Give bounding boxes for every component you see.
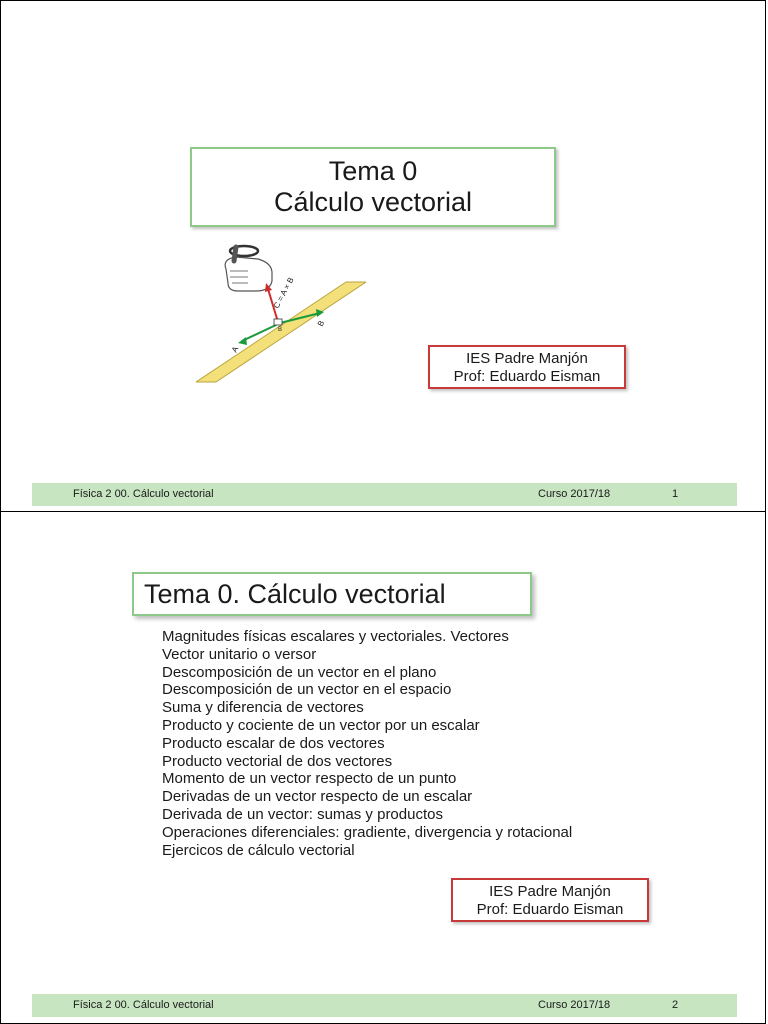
slide-2-school: IES Padre Manjón <box>489 883 611 900</box>
slide-2 <box>0 511 766 1024</box>
slide-1-author-box <box>428 345 626 389</box>
topic-item: Momento de un vector respecto de un punto <box>162 770 457 788</box>
origin-marker <box>274 319 282 325</box>
slide-2-footer <box>32 994 737 1017</box>
slide-1-footer-course: Curso 2017/18 <box>538 488 611 500</box>
slide-1-school: IES Padre Manjón <box>466 350 588 367</box>
topic-item: Suma y diferencia de vectores <box>162 699 364 717</box>
slide-2-author-box <box>451 878 649 922</box>
vector-c-label: C = A × B <box>271 275 296 310</box>
slide-2-page-number: 2 <box>672 999 679 1011</box>
slide-1-teacher: Prof: Eduardo Eisman <box>453 368 601 385</box>
slide-2-teacher: Prof: Eduardo Eisman <box>476 901 624 918</box>
slide-1 <box>0 0 766 512</box>
topic-item: Ejercicos de cálculo vectorial <box>162 841 355 859</box>
topic-item: Magnitudes físicas escalares y vectoriales. Vectores <box>162 628 509 645</box>
topic-item: Derivadas de un vector respecto de un escalar <box>162 788 473 806</box>
topic-item: Derivada de un vector: sumas y productos <box>162 805 443 823</box>
slide-1-footer-subject: Física 2 00. Cálculo vectorial <box>73 488 214 500</box>
topic-item: Producto vectorial de dos vectores <box>162 752 393 770</box>
slide-1-title-line-2: Cálculo vectorial <box>273 187 473 217</box>
topic-list <box>162 628 572 859</box>
vector-a-label: A <box>229 344 241 354</box>
vector-a-arrowhead <box>238 337 247 345</box>
vector-b-label: B <box>315 318 327 328</box>
slide-2-footer-course: Curso 2017/18 <box>538 999 611 1011</box>
slide-1-footer <box>32 483 737 506</box>
topic-item: Vector unitario o versor <box>162 645 317 663</box>
topic-item: Producto escalar de dos vectores <box>162 734 385 752</box>
slide-2-title-box <box>132 572 532 616</box>
slide-1-page-number: 1 <box>672 488 679 500</box>
topic-item: Descomposición de un vector en el plano <box>162 663 437 681</box>
topic-item: Producto y cociente de un vector por un escalar <box>162 716 480 734</box>
slide-1-title-box <box>190 147 556 227</box>
topic-item: Operaciones diferenciales: gradiente, divergencia y rotacional <box>162 823 573 841</box>
slide-2-title: Tema 0. Cálculo vectorial <box>144 579 446 609</box>
right-hand-icon <box>225 246 272 291</box>
slide-2-footer-subject: Física 2 00. Cálculo vectorial <box>73 999 214 1011</box>
cross-product-figure <box>196 239 366 384</box>
slide-1-title-line-1: Tema 0 <box>328 156 418 186</box>
origin-label: B <box>278 327 283 333</box>
topic-item: Descomposición de un vector en el espacio <box>162 681 452 699</box>
